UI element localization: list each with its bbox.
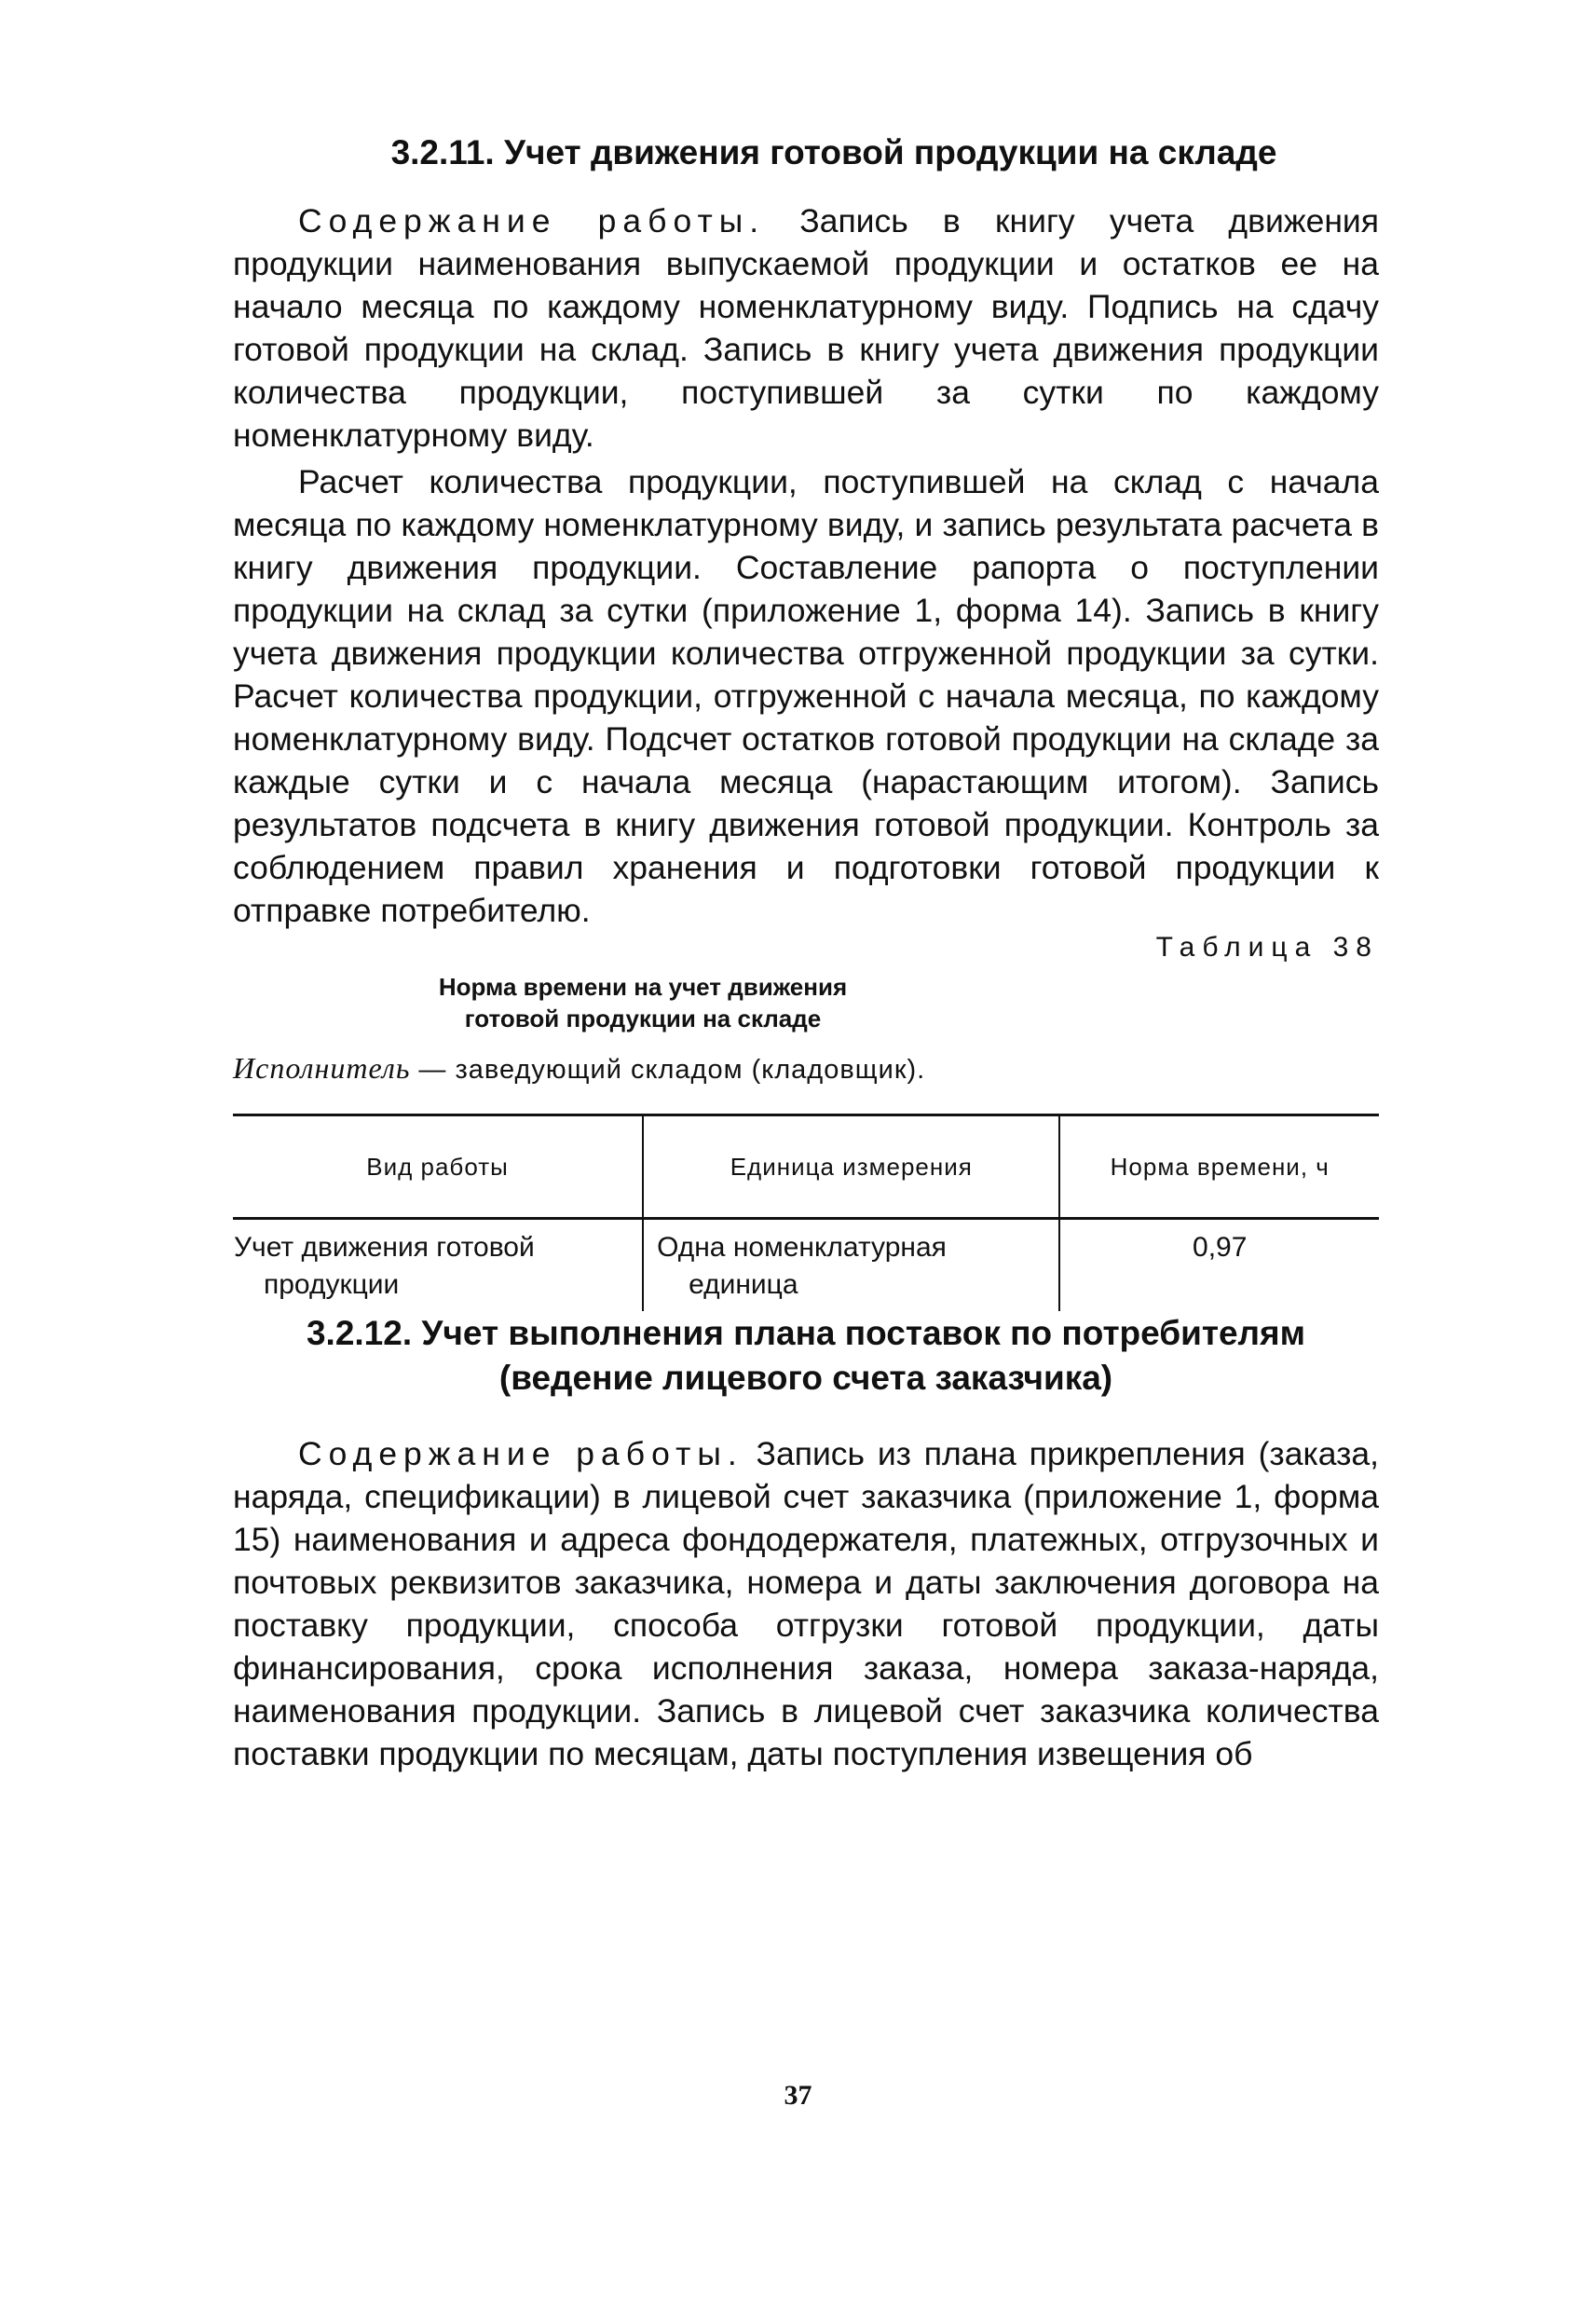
table-title-line: Норма времени на учет движения xyxy=(438,973,848,1001)
time-norm-table xyxy=(233,1114,1379,1311)
performer-text: — заведующий складом (кладовщик). xyxy=(410,1055,926,1085)
cell-time-norm: 0,97 xyxy=(1059,1219,1379,1312)
paragraph-work-content-1 xyxy=(233,199,1379,457)
performer-label: Исполнитель xyxy=(233,1051,411,1085)
page-content xyxy=(233,130,1379,1775)
cell-unit xyxy=(643,1219,1059,1312)
table-title-line: готовой продукции на складе xyxy=(464,1005,822,1032)
cell-line: продукции xyxy=(264,1269,400,1300)
column-header-time-norm: Норма времени, ч xyxy=(1059,1115,1379,1219)
page-number: 37 xyxy=(784,2080,812,2111)
paragraph-text: Запись из плана прикрепления (заказа, наряда, спецификации) в лицевой счет заказчика (приложение 1, форма 15) наименования и адреса фондодержателя, платежных, отгрузочных и почтовых реквизитов заказчика, номера и даты заключения договора на поставку продукции, способа отгрузки готовой продукции, даты финансирования, срока исполнения заказа, номера заказа-наряда, наименования продукции. Запись в лицевой счет заказчика количества поставки продукции по месяцам, даты поступления извещения об xyxy=(233,1435,1379,1772)
work-content-lead: Содержание работы. xyxy=(298,1435,743,1472)
section-heading-3-2-12 xyxy=(233,1311,1379,1401)
paragraph-work-content-3 xyxy=(233,1432,1379,1775)
cell-line: единица xyxy=(689,1269,798,1300)
table-header-row xyxy=(233,1115,1379,1219)
heading-line: (ведение лицевого счета заказчика) xyxy=(498,1359,1113,1397)
table-label: Таблица 38 xyxy=(1155,932,1379,963)
performer-line xyxy=(233,1051,1379,1086)
cell-line: Учет движения готовой xyxy=(234,1232,535,1263)
heading-line: 3.2.12. Учет выполнения плана поставок по потребителям xyxy=(306,1314,1306,1352)
cell-line: Одна номенклатурная xyxy=(657,1232,947,1263)
work-content-lead: Содержание работы. xyxy=(298,202,766,239)
section-heading-3-2-11: 3.2.11. Учет движения готовой продукции на складе xyxy=(390,133,1277,171)
table-title xyxy=(233,971,1053,1034)
paragraph-text: Запись в книгу учета движения продукции наименования выпускаемой продукции и остатков ее на начало месяца по каждому номенклатурному виду. Подпись на сдачу готовой продукции на склад. Запись в книгу учета движения продукции количества продукции, поступившей за сутки по каждому номенклатурному виду. xyxy=(233,202,1379,454)
paragraph-work-content-2: Расчет количества продукции, поступившей на склад с начала месяца по каждому номенклатурному виду, и запись результата расчета в книгу движения продукции. Составление рапорта о поступлении продукции на склад за сутки (приложение 1, форма 14). Запись в книгу учета движения продукции количества отгруженной продукции за сутки. Расчет количества продукции, отгруженной с начала месяца, по каждому номенклатурному виду. Подсчет остатков готовой продукции на складе за каждые сутки и с начала месяца (нарастающим итогом). Запись результатов подсчета в книгу движения готовой продукции. Контроль за соблюдением правил хранения и подготовки готовой продукции к отправке потребителю. xyxy=(233,463,1379,929)
cell-work-type xyxy=(233,1219,643,1312)
column-header-work-type: Вид работы xyxy=(233,1115,643,1219)
table-row xyxy=(233,1219,1379,1312)
column-header-unit: Единица измерения xyxy=(643,1115,1059,1219)
